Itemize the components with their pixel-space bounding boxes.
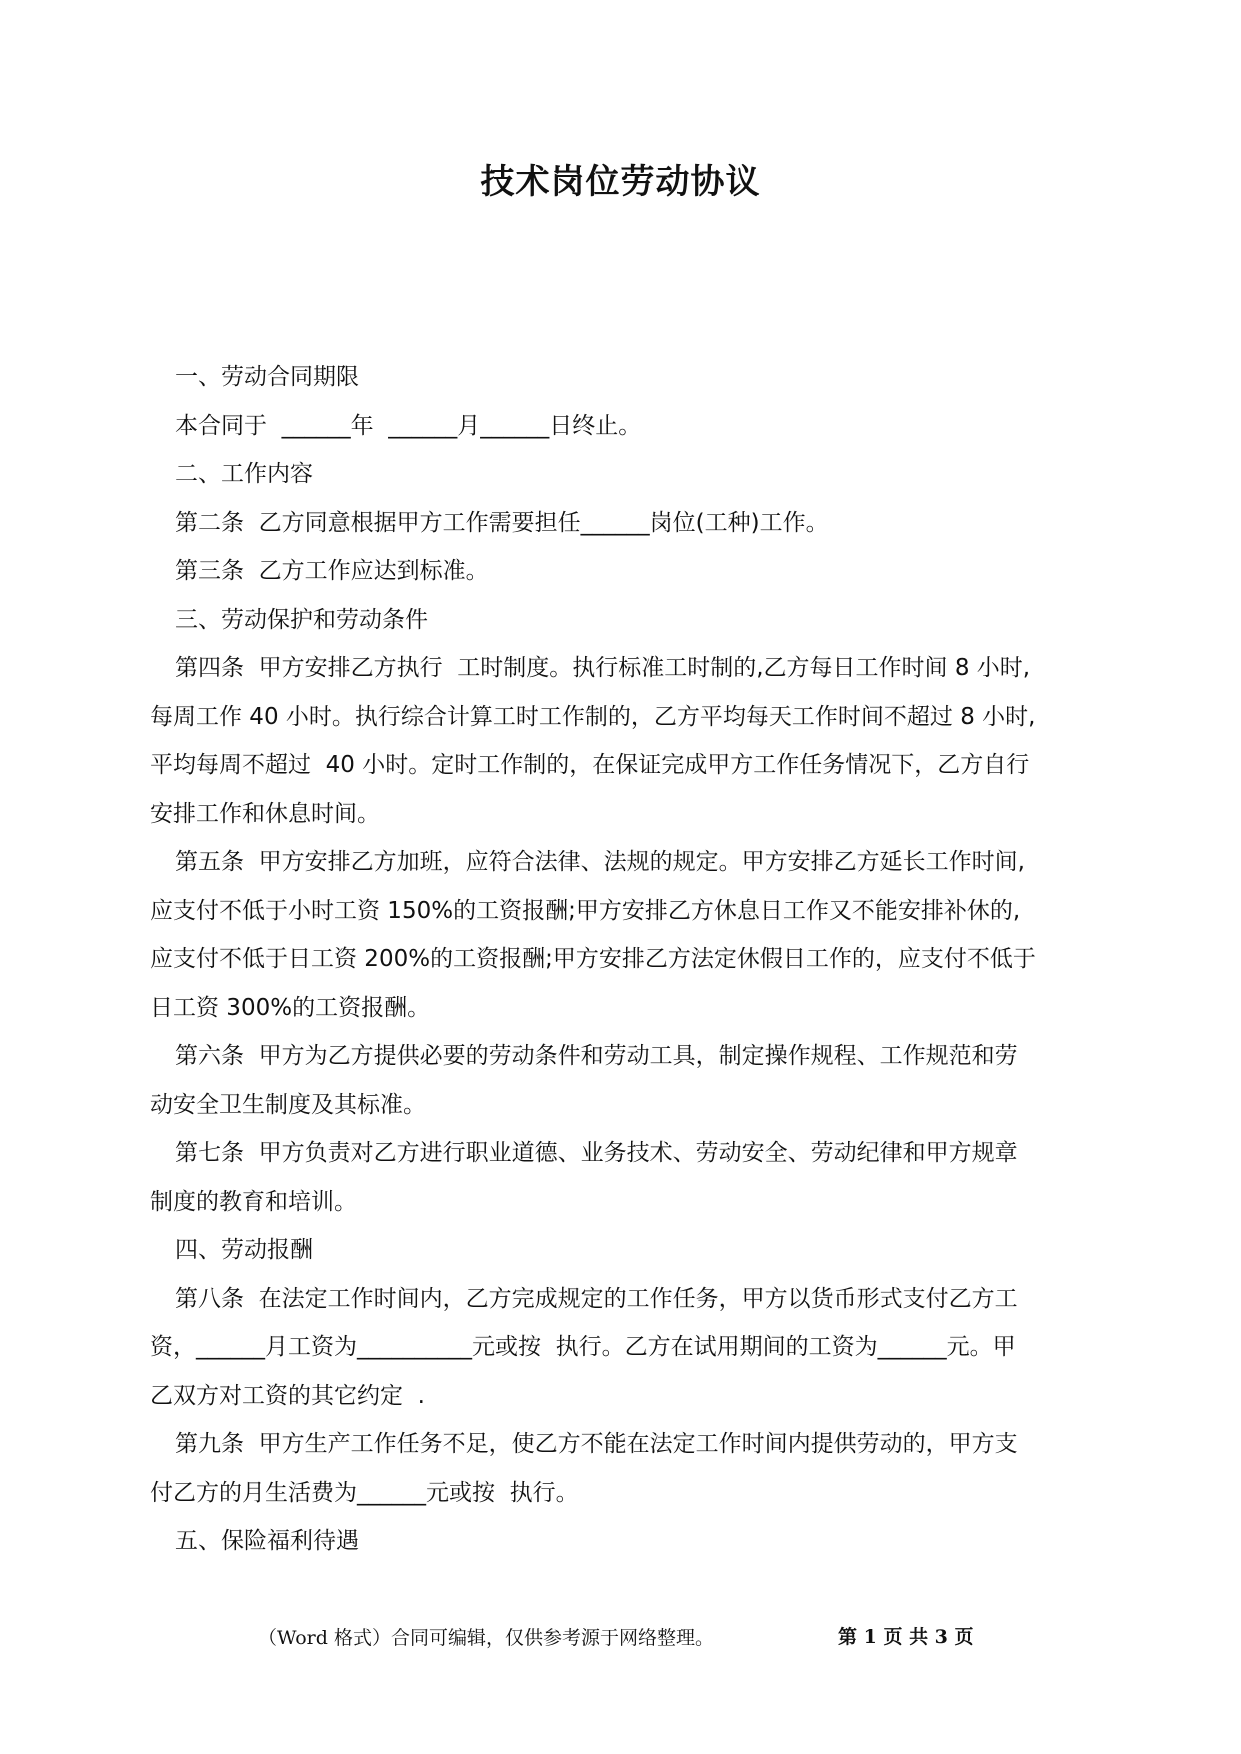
- document-title: 技术岗位劳动协议: [480, 162, 761, 202]
- paragraph-line: 第三条 乙方工作应达到标准。: [175, 558, 489, 584]
- paragraph-line: 平均每周不超过 40 小时。定时工作制的，在保证完成甲方工作任务情况下，乙方自行: [150, 752, 1030, 778]
- paragraph-line: 每周工作 40 小时。执行综合计算工时工作制的，乙方平均每天工作时间不超过 8 小时,: [150, 703, 1036, 730]
- paragraph-line: 制度的教育和培训。: [150, 1188, 357, 1215]
- paragraph-line: 五、保险福利待遇: [175, 1528, 359, 1554]
- paragraph-line: 动安全卫生制度及其标准。: [150, 1091, 426, 1118]
- paragraph-line: 第九条 甲方生产工作任务不足，使乙方不能在法定工作时间内提供劳动的，甲方支: [175, 1431, 1018, 1457]
- footer-page-number: 第 1 页 共 3 页: [838, 1626, 974, 1648]
- paragraph-line: 第二条 乙方同意根据甲方工作需要担任______岗位(工种)工作。: [175, 509, 829, 536]
- paragraph-line: 第六条 甲方为乙方提供必要的劳动条件和劳动工具，制定操作规程、工作规范和劳: [175, 1043, 1018, 1069]
- paragraph-line: 安排工作和休息时间。: [150, 800, 380, 827]
- paragraph-line: 乙双方对工资的其它约定 .: [150, 1382, 425, 1409]
- paragraph-line: 一、劳动合同期限: [175, 364, 359, 390]
- paragraph-line: 二、工作内容: [175, 461, 313, 487]
- footer-note: （Word 格式）合同可编辑，仅供参考源于网络整理。: [258, 1627, 714, 1649]
- paragraph-line: 第四条 甲方安排乙方执行 工时制度。执行标准工时制的,乙方每日工作时间 8 小时,: [175, 655, 1031, 681]
- paragraph-line: 应支付不低于小时工资 150%的工资报酬;甲方安排乙方休息日工作又不能安排补休的,: [150, 897, 1021, 924]
- document-body: [150, 353, 1094, 1566]
- paragraph-line: 本合同于 ______年 ______月______日终止。: [175, 412, 642, 439]
- paragraph-line: 第七条 甲方负责对乙方进行职业道德、业务技术、劳动安全、劳动纪律和甲方规章: [175, 1140, 1018, 1166]
- paragraph-line: 第八条 在法定工作时间内，乙方完成规定的工作任务，甲方以货币形式支付乙方工: [175, 1285, 1018, 1312]
- paragraph-line: 资，______月工资为__________元或按 执行。乙方在试用期间的工资为______元。甲: [150, 1334, 1016, 1360]
- paragraph-line: 第五条 甲方安排乙方加班，应符合法律、法规的规定。甲方安排乙方延长工作时间,: [175, 849, 1025, 875]
- paragraph-line: 应支付不低于日工资 200%的工资报酬;甲方安排乙方法定休假日工作的，应支付不低于: [150, 946, 1036, 972]
- paragraph-line: 三、劳动保护和劳动条件: [175, 606, 428, 633]
- paragraph-line: 四、劳动报酬: [175, 1237, 313, 1263]
- paragraph-line: 付乙方的月生活费为______元或按 执行。: [150, 1479, 579, 1506]
- paragraph-line: 日工资 300%的工资报酬。: [150, 994, 431, 1021]
